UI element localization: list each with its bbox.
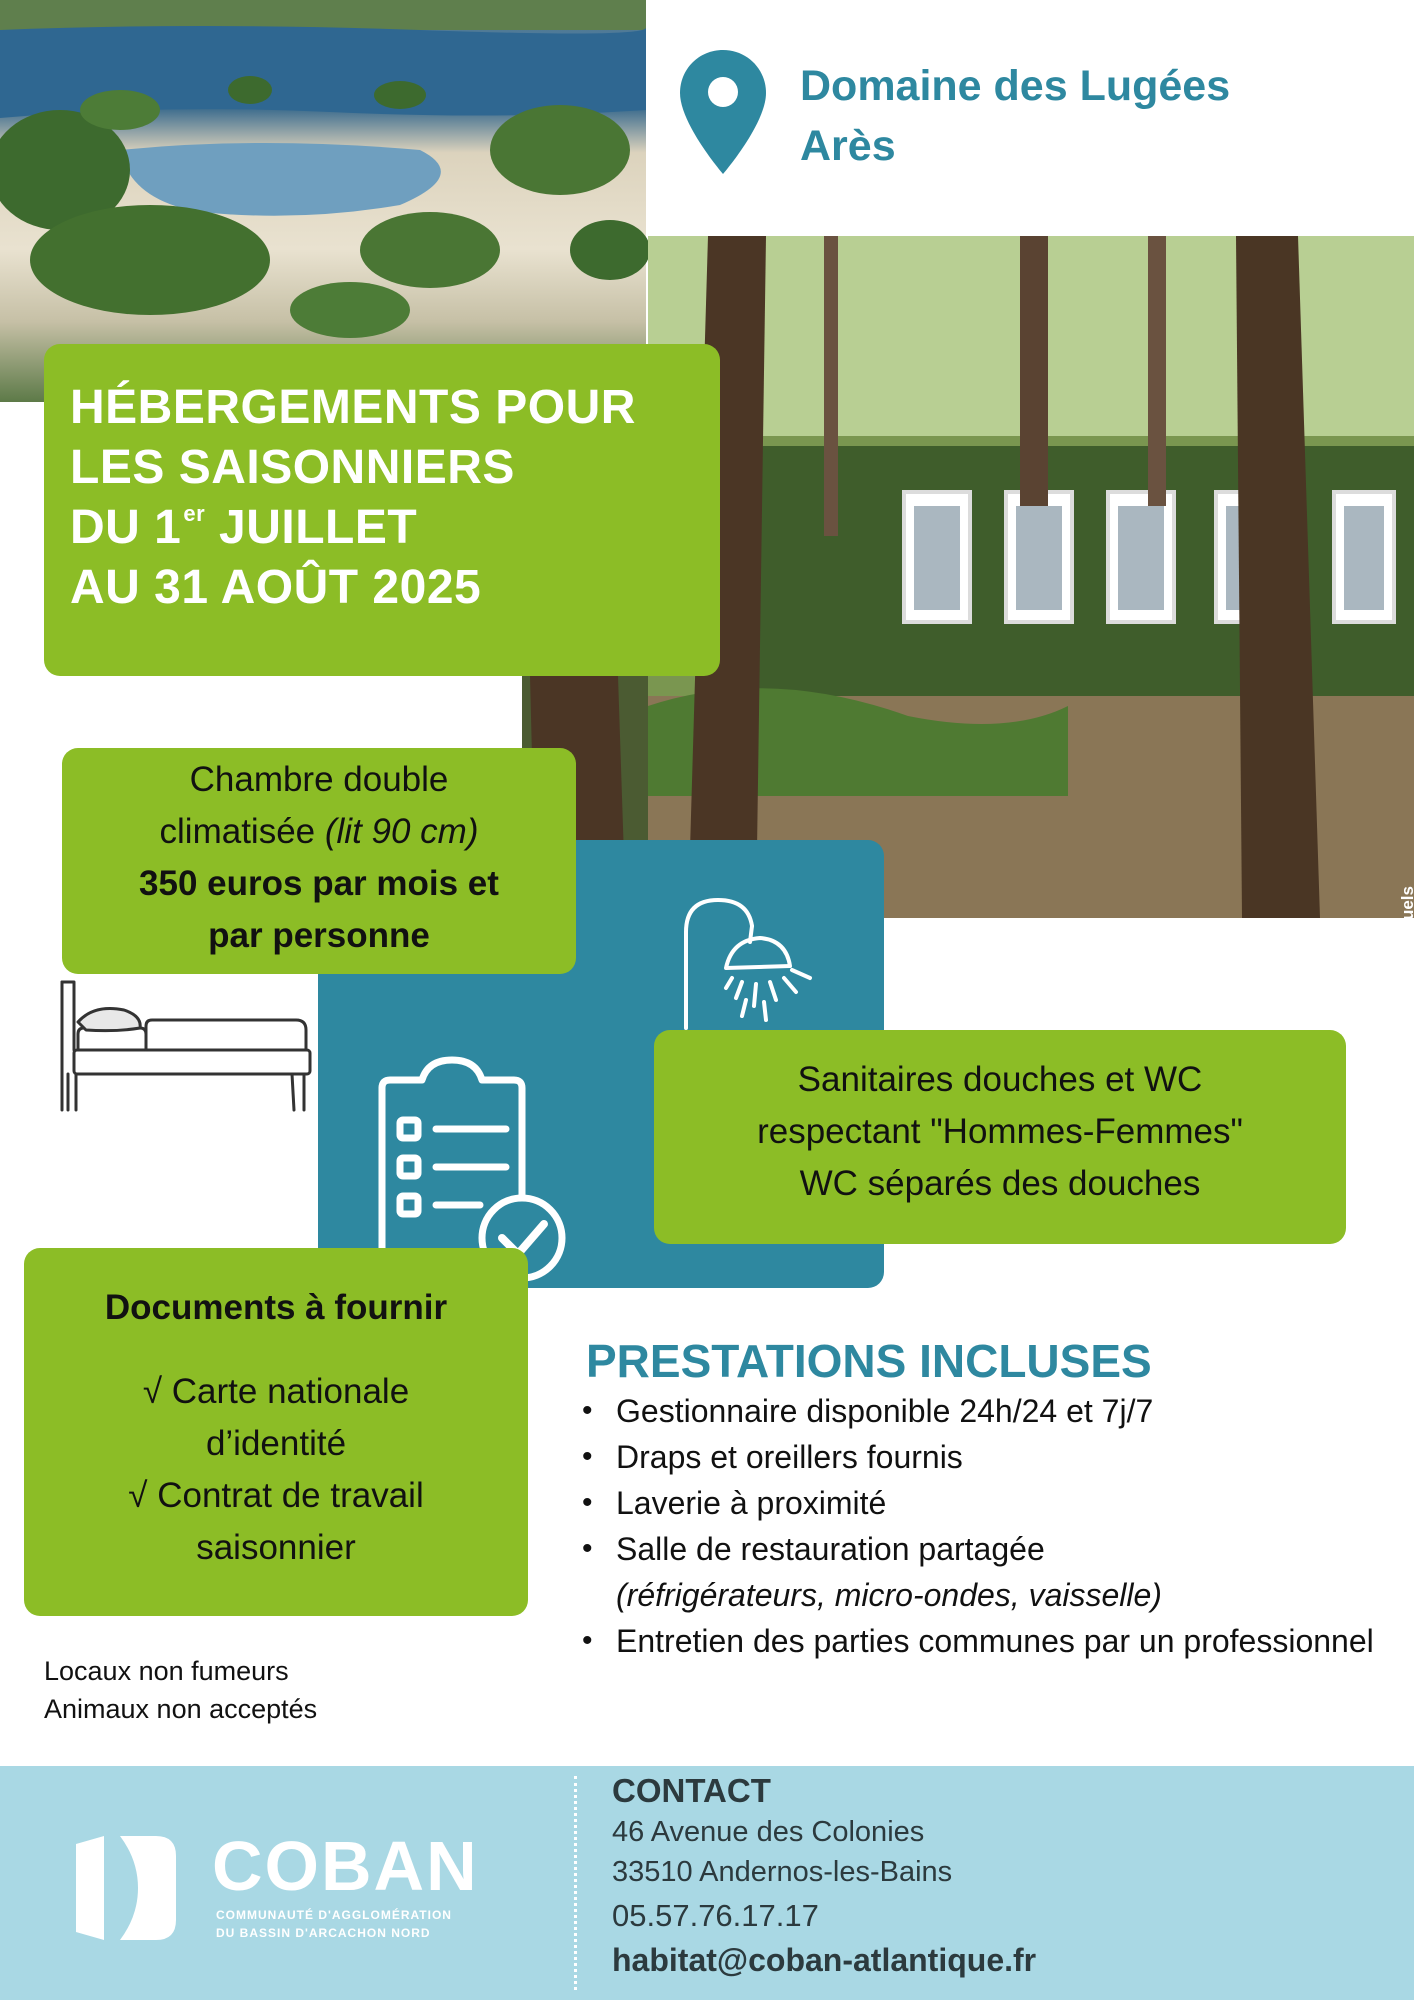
- sanitary-line-1: Sanitaires douches et WC: [797, 1060, 1203, 1099]
- title-line-3: [70, 500, 417, 555]
- title-line-4: AU 31 AOÛT 2025: [70, 561, 482, 614]
- coban-logo-subtitle-1: COMMUNAUTÉ D'AGGLOMÉRATION: [216, 1908, 452, 1922]
- contact-phone[interactable]: 05.57.76.17.17: [612, 1898, 819, 1933]
- sanitary-box: [654, 1030, 1346, 1244]
- prestation-text: Entretien des parties communes par un professionnel: [616, 1623, 1374, 1659]
- bed-icon: [56, 976, 316, 1112]
- title-line-1: HÉBERGEMENTS POUR: [70, 381, 636, 434]
- contact-address-1: 46 Avenue des Colonies: [612, 1816, 925, 1848]
- list-item: [582, 1480, 1382, 1526]
- rule-no-animals: Animaux non acceptés: [44, 1694, 318, 1724]
- title-line-2: LES SAISONNIERS: [70, 441, 515, 494]
- documents-box: [24, 1248, 528, 1616]
- title-box: [44, 344, 720, 676]
- room-type: Chambre double: [189, 760, 449, 799]
- contact-email[interactable]: habitat@coban-atlantique.fr: [612, 1942, 1037, 1978]
- title-line-3-sup: er: [183, 501, 206, 526]
- room-price-line-1: 350 euros par mois et: [139, 864, 499, 903]
- title-line-3-prefix: DU 1: [70, 501, 182, 554]
- title-line-3-suffix: JUILLET: [219, 501, 418, 554]
- list-item: [582, 1388, 1382, 1434]
- photo-disclaimer: Visuels non contractuels: [1398, 886, 1417, 1087]
- contact-title: CONTACT: [612, 1772, 771, 1809]
- location-name: Domaine des Lugées: [800, 62, 1231, 110]
- shower-icon: [676, 896, 826, 1028]
- lake-photo: [0, 0, 646, 402]
- contact-address-2: 33510 Andernos-les-Bains: [612, 1856, 953, 1888]
- prestations-list: [582, 1388, 1382, 1664]
- document-item-contract: √ Contrat de travail: [128, 1476, 424, 1515]
- prestation-note: (réfrigérateurs, micro-ondes, vaisselle): [616, 1577, 1162, 1613]
- document-item-contract-cont: saisonnier: [196, 1528, 356, 1567]
- document-item-id: √ Carte nationale: [142, 1372, 410, 1411]
- forest-photo-illustration: [648, 236, 1414, 918]
- prestation-text: Draps et oreillers fournis: [616, 1439, 963, 1475]
- location-header: [680, 50, 1400, 190]
- room-price-line-2: par personne: [208, 916, 430, 955]
- list-item: [582, 1526, 1382, 1618]
- coban-logo-name: COBAN: [212, 1827, 479, 1905]
- prestations-title: PRESTATIONS INCLUSES: [586, 1335, 1152, 1387]
- document-item-id-cont: d’identité: [205, 1424, 347, 1463]
- prestation-text: Laverie à proximité: [616, 1485, 887, 1521]
- room-bed-size: (lit 90 cm): [324, 812, 479, 851]
- room-box: [62, 748, 576, 974]
- coban-logo-subtitle-2: DU BASSIN D'ARCACHON NORD: [216, 1926, 431, 1940]
- sanitary-line-2: respectant "Hommes-Femmes": [757, 1112, 1243, 1151]
- room-climatisation: climatisée: [159, 812, 316, 851]
- documents-title: Documents à fournir: [104, 1288, 448, 1327]
- rule-non-smoking: Locaux non fumeurs: [44, 1656, 289, 1686]
- location-town: Arès: [800, 122, 896, 170]
- lake-photo-illustration: [0, 0, 646, 402]
- list-item: [582, 1618, 1382, 1664]
- sanitary-line-3: WC séparés des douches: [799, 1164, 1201, 1203]
- footer-divider: [574, 1776, 577, 1990]
- prestation-text: Gestionnaire disponible 24h/24 et 7j/7: [616, 1393, 1154, 1429]
- list-item: [582, 1434, 1382, 1480]
- location-pin-icon: [680, 50, 766, 174]
- coban-logo-icon: [76, 1836, 176, 1940]
- prestation-text: Salle de restauration partagée: [616, 1531, 1045, 1567]
- room-amenity: [62, 812, 576, 852]
